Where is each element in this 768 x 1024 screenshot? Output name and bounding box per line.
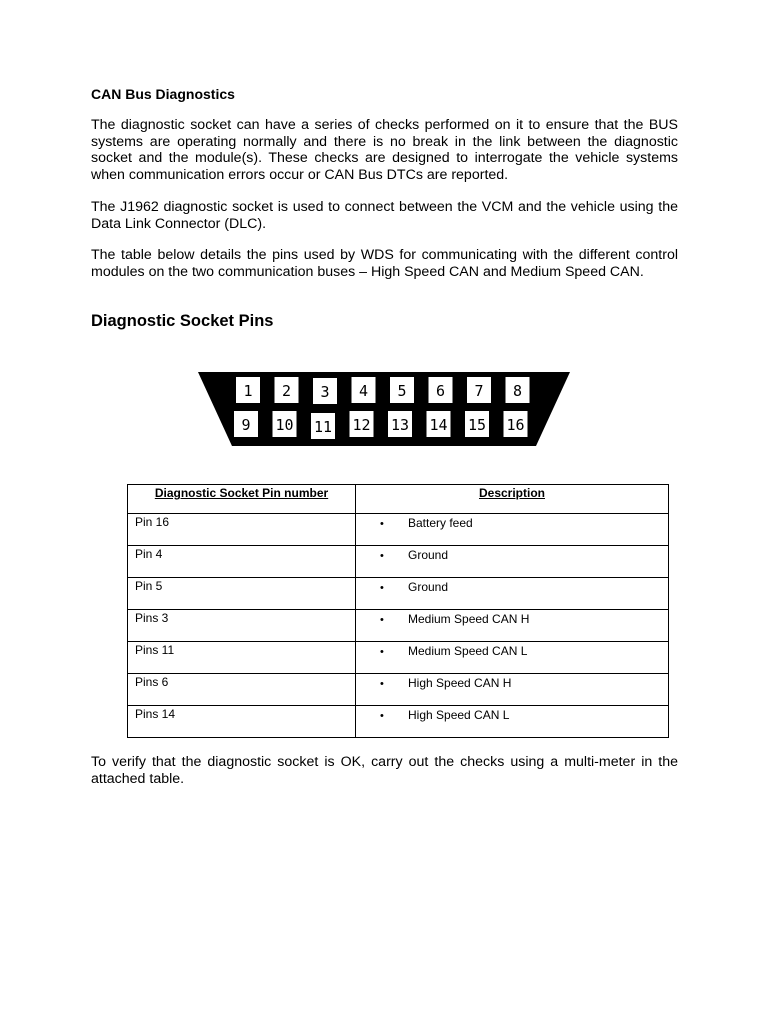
- socket-pin-label: 7: [474, 382, 484, 400]
- pin-cell: Pins 6: [128, 674, 356, 706]
- description-text: Ground: [408, 548, 449, 562]
- table-header-row: [128, 485, 669, 514]
- table-row: [128, 706, 669, 738]
- socket-pin-label: 15: [467, 416, 487, 434]
- document-heading: CAN Bus Diagnostics: [91, 86, 235, 102]
- table-row: [128, 578, 669, 610]
- table-row: [128, 674, 669, 706]
- pin-cell: Pins 14: [128, 706, 356, 738]
- pin-cell: Pins 11: [128, 642, 356, 674]
- section-title: Diagnostic Socket Pins: [91, 312, 274, 330]
- pin-cell: Pin 4: [128, 546, 356, 578]
- pin-cell: Pin 16: [128, 514, 356, 546]
- bullet-icon: •: [380, 518, 384, 530]
- diagnostic-socket-diagram: [196, 371, 572, 447]
- bullet-icon: •: [380, 582, 384, 594]
- socket-pin-label: 5: [397, 382, 407, 400]
- bullet-icon: •: [380, 646, 384, 658]
- description-cell: [356, 514, 669, 546]
- table-row: [128, 546, 669, 578]
- bullet-icon: •: [380, 678, 384, 690]
- description-cell: [356, 610, 669, 642]
- pin-cell: Pin 5: [128, 578, 356, 610]
- description-cell: [356, 706, 669, 738]
- bullet-icon: •: [380, 550, 384, 562]
- table-row: [128, 514, 669, 546]
- description-cell: [356, 546, 669, 578]
- description-text: High Speed CAN L: [408, 708, 510, 722]
- socket-pin-label: 10: [275, 416, 294, 434]
- pin-cell: Pins 3: [128, 610, 356, 642]
- table-intro-paragraph: The table below details the pins used by WDS for communicating with the different control modules on the two communication buses – High Speed CAN and Medium Speed CAN.: [91, 247, 678, 280]
- description-text: Medium Speed CAN L: [408, 644, 528, 658]
- table-row: [128, 642, 669, 674]
- description-text: High Speed CAN H: [408, 676, 512, 690]
- description-text: Medium Speed CAN H: [408, 612, 530, 626]
- socket-pin-label: 16: [506, 416, 525, 434]
- socket-pin-label: 1: [243, 382, 253, 400]
- description-text: Battery feed: [408, 516, 473, 530]
- pin-table: [127, 484, 669, 738]
- socket-svg: [196, 371, 572, 447]
- j1962-paragraph: The J1962 diagnostic socket is used to connect between the VCM and the vehicle using the Data Link Connector (DLC).: [91, 199, 678, 232]
- intro-paragraph: The diagnostic socket can have a series of checks performed on it to ensure that the BUS systems are operating normally and there is no break in the link between the diagnostic socket and the module(s). These checks are designed to interrogate the vehicle systems when communication errors occur or CAN Bus DTCs are reported.: [91, 117, 678, 183]
- verify-paragraph: To verify that the diagnostic socket is OK, carry out the checks using a multi-meter in the attached table.: [91, 754, 678, 787]
- socket-pin-label: 3: [320, 383, 330, 401]
- socket-pin-label: 6: [435, 382, 446, 400]
- socket-pin-label: 13: [390, 416, 410, 434]
- pin-number-header: Diagnostic Socket Pin number: [128, 485, 356, 514]
- socket-pin-label: 11: [313, 418, 333, 436]
- description-cell: [356, 642, 669, 674]
- description-header: Description: [356, 485, 669, 514]
- socket-pin-label: 8: [512, 382, 523, 400]
- description-text: Ground: [408, 580, 449, 594]
- bullet-icon: •: [380, 710, 384, 722]
- socket-pin-label: 4: [358, 382, 369, 400]
- description-cell: [356, 578, 669, 610]
- table-row: [128, 610, 669, 642]
- bullet-icon: •: [380, 614, 384, 626]
- socket-pin-label: 9: [241, 416, 251, 434]
- socket-pin-label: 2: [281, 382, 292, 400]
- socket-pin-label: 14: [429, 416, 448, 434]
- socket-pin-label: 12: [352, 416, 371, 434]
- description-cell: [356, 674, 669, 706]
